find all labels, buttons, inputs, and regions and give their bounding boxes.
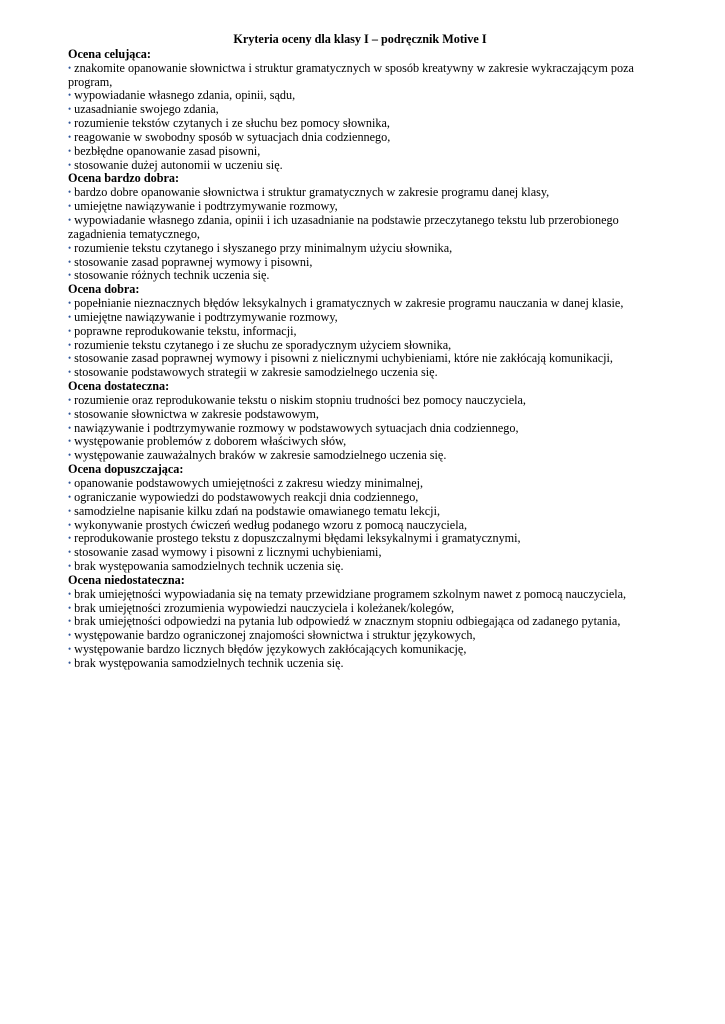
bullet-icon: • <box>68 214 72 225</box>
list-item-text: stosowanie zasad wymowy i pisowni z licznymi uchybieniami, <box>74 545 382 560</box>
list-item <box>68 560 638 574</box>
list-item <box>68 505 638 519</box>
list-item-text: stosowanie podstawowych strategii w zakresie samodzielnego uczenia się. <box>74 365 438 380</box>
section-heading: Ocena bardzo dobra: <box>68 171 180 186</box>
list-item <box>68 366 638 380</box>
bullet-icon: • <box>68 367 72 378</box>
list-item <box>68 62 638 90</box>
bullet-icon: • <box>68 201 72 212</box>
bullet-icon: • <box>68 644 72 655</box>
bullet-icon: • <box>68 90 72 101</box>
list-item-text: występowanie problemów z doborem właściwych słów, <box>74 434 347 449</box>
section-heading: Ocena dopuszczająca: <box>68 462 184 477</box>
list-item <box>68 588 638 602</box>
list-item-text: samodzielne napisanie kilku zdań na podstawie omawianego tematu lekcji, <box>74 503 441 518</box>
criteria-section <box>68 574 638 671</box>
bullet-icon: • <box>68 159 72 170</box>
list-item-text: rozumienie tekstu czytanego i słyszanego przy minimalnym użyciu słownika, <box>74 240 453 255</box>
list-item-text: brak występowania samodzielnych technik uczenia się. <box>74 655 344 670</box>
list-item-text: rozumienie tekstów czytanych i ze słuchu bez pomocy słownika, <box>74 116 390 131</box>
bullet-icon: • <box>68 602 72 613</box>
list-item <box>68 657 638 671</box>
list-item-text: popełnianie nieznacznych błędów leksykalnych i gramatycznych w zakresie programu nauczania w danej klasie, <box>74 296 624 311</box>
list-item <box>68 615 638 629</box>
list-item-text: występowanie zauważalnych braków w zakresie samodzielnego uczenia się. <box>74 448 447 463</box>
section-heading: Ocena niedostateczna: <box>68 572 185 587</box>
list-item <box>68 186 638 200</box>
document-page <box>68 33 638 671</box>
list-item <box>68 117 638 131</box>
bullet-icon: • <box>68 118 72 129</box>
list-item-text: brak umiejętności zrozumienia wypowiedzi nauczyciela i koleżanek/kolegów, <box>74 600 455 615</box>
criteria-section <box>68 48 638 173</box>
list-item <box>68 297 638 311</box>
list-item <box>68 352 638 366</box>
list-item-text: reagowanie w swobodny sposób w sytuacjach dnia codziennego, <box>74 129 391 144</box>
list-item <box>68 408 638 422</box>
list-item-text: umiejętne nawiązywanie i podtrzymywanie rozmowy, <box>74 309 338 324</box>
list-item-text: stosowanie zasad poprawnej wymowy i pisowni z nielicznymi uchybieniami, które nie zakłócają komunikacji, <box>74 351 613 366</box>
section-heading: Ocena dobra: <box>68 282 140 297</box>
list-item-text: brak występowania samodzielnych technik uczenia się. <box>74 559 344 574</box>
list-item <box>68 519 638 533</box>
list-item-text: rozumienie oraz reprodukowanie tekstu o niskim stopniu trudności bez pomocy nauczyciela, <box>74 392 526 407</box>
list-item-text: występowanie bardzo ograniczonej znajomości słownictwa i struktur językowych, <box>74 628 476 643</box>
bullet-icon: • <box>68 256 72 267</box>
bullet-icon: • <box>68 298 72 309</box>
bullet-icon: • <box>68 104 72 115</box>
list-item <box>68 629 638 643</box>
criteria-section <box>68 283 638 380</box>
list-item-text: stosowanie słownictwa w zakresie podstawowym, <box>74 406 319 421</box>
list-item-text: poprawne reprodukowanie tekstu, informacji, <box>74 323 297 338</box>
bullet-icon: • <box>68 242 72 253</box>
list-item <box>68 145 638 159</box>
list-item-text: wypowiadanie własnego zdania, opinii i ich uzasadnianie na podstawie przeczytanego tekstu lub przerobionego zagadnienia tematycznego, <box>68 212 619 241</box>
list-item <box>68 131 638 145</box>
criteria-section <box>68 172 638 283</box>
bullet-icon: • <box>68 62 72 73</box>
list-item <box>68 339 638 353</box>
bullet-icon: • <box>68 519 72 530</box>
list-item-text: znakomite opanowanie słownictwa i struktur gramatycznych w sposób kreatywny w zakresie wykraczającym poza program, <box>68 60 634 89</box>
list-item-text: uzasadnianie swojego zdania, <box>74 102 219 117</box>
list-item-text: opanowanie podstawowych umiejętności z zakresu wiedzy minimalnej, <box>74 476 424 490</box>
bullet-icon: • <box>68 505 72 516</box>
bullet-icon: • <box>68 533 72 544</box>
list-item-text: rozumienie tekstu czytanego i ze słuchu ze sporadycznym użyciem słownika, <box>74 337 452 352</box>
criteria-section <box>68 463 638 574</box>
list-item-text: reprodukowanie prostego tekstu z dopuszczalnymi błędami leksykalnymi i gramatycznymi, <box>74 531 521 546</box>
list-item-text: występowanie bardzo licznych błędów językowych zakłócających komunikację, <box>74 642 467 657</box>
list-item-text: bardzo dobre opanowanie słownictwa i struktur gramatycznych w zakresie programu danej klasy, <box>74 185 550 200</box>
list-item <box>68 491 638 505</box>
list-item-text: brak umiejętności odpowiedzi na pytania lub odpowiedź w znacznym stopniu odbiegająca od zadanego pytania, <box>74 614 621 629</box>
list-item <box>68 242 638 256</box>
list-item-text: wykonywanie prostych ćwiczeń według podanego wzoru z pomocą nauczyciela, <box>74 517 468 532</box>
bullet-icon: • <box>68 450 72 461</box>
bullet-icon: • <box>68 145 72 156</box>
bullet-icon: • <box>68 630 72 641</box>
bullet-icon: • <box>68 131 72 142</box>
list-item <box>68 103 638 117</box>
list-item <box>68 602 638 616</box>
list-item <box>68 159 638 173</box>
list-item <box>68 477 638 491</box>
list-item <box>68 256 638 270</box>
list-item-text: wypowiadanie własnego zdania, opinii, sądu, <box>74 88 296 103</box>
bullet-icon: • <box>68 491 72 502</box>
list-item-text: nawiązywanie i podtrzymywanie rozmowy w podstawowych sytuacjach dnia codziennego, <box>74 420 519 435</box>
bullet-icon: • <box>68 588 72 599</box>
page-title: Kryteria oceny dla klasy I – podręcznik Motive I <box>233 32 487 46</box>
list-item <box>68 214 638 242</box>
bullet-icon: • <box>68 547 72 558</box>
list-item-text: bezbłędne opanowanie zasad pisowni, <box>74 143 261 158</box>
list-item-text: stosowanie zasad poprawnej wymowy i pisowni, <box>74 254 313 269</box>
list-item-text: stosowanie różnych technik uczenia się. <box>74 268 270 283</box>
list-item <box>68 200 638 214</box>
list-item-text: stosowanie dużej autonomii w uczeniu się. <box>74 157 283 172</box>
bullet-icon: • <box>68 561 72 572</box>
list-item <box>68 422 638 436</box>
bullet-icon: • <box>68 408 72 419</box>
list-item <box>68 449 638 463</box>
list-item <box>68 394 638 408</box>
list-item-text: brak umiejętności wypowiadania się na tematy przewidziane programem szkolnym nawet z pomocą nauczyciela, <box>74 586 627 601</box>
bullet-icon: • <box>68 270 72 281</box>
section-heading: Ocena celująca: <box>68 46 151 61</box>
list-item <box>68 532 638 546</box>
list-item <box>68 325 638 339</box>
list-item-text: umiejętne nawiązywanie i podtrzymywanie rozmowy, <box>74 199 338 214</box>
list-item <box>68 311 638 325</box>
list-item <box>68 89 638 103</box>
list-item <box>68 546 638 560</box>
bullet-icon: • <box>68 311 72 322</box>
bullet-icon: • <box>68 422 72 433</box>
list-item <box>68 643 638 657</box>
bullet-icon: • <box>68 478 72 488</box>
criteria-section <box>68 380 638 463</box>
bullet-icon: • <box>68 325 72 336</box>
bullet-icon: • <box>68 657 72 668</box>
bullet-icon: • <box>68 353 72 364</box>
list-item-text: ograniczanie wypowiedzi do podstawowych reakcji dnia codziennego, <box>74 489 419 504</box>
criteria-sections <box>68 48 638 671</box>
bullet-icon: • <box>68 616 72 627</box>
bullet-icon: • <box>68 436 72 447</box>
section-heading: Ocena dostateczna: <box>68 379 170 394</box>
bullet-icon: • <box>68 339 72 350</box>
list-item <box>68 435 638 449</box>
bullet-icon: • <box>68 187 72 198</box>
list-item <box>68 269 638 283</box>
bullet-icon: • <box>68 394 72 405</box>
